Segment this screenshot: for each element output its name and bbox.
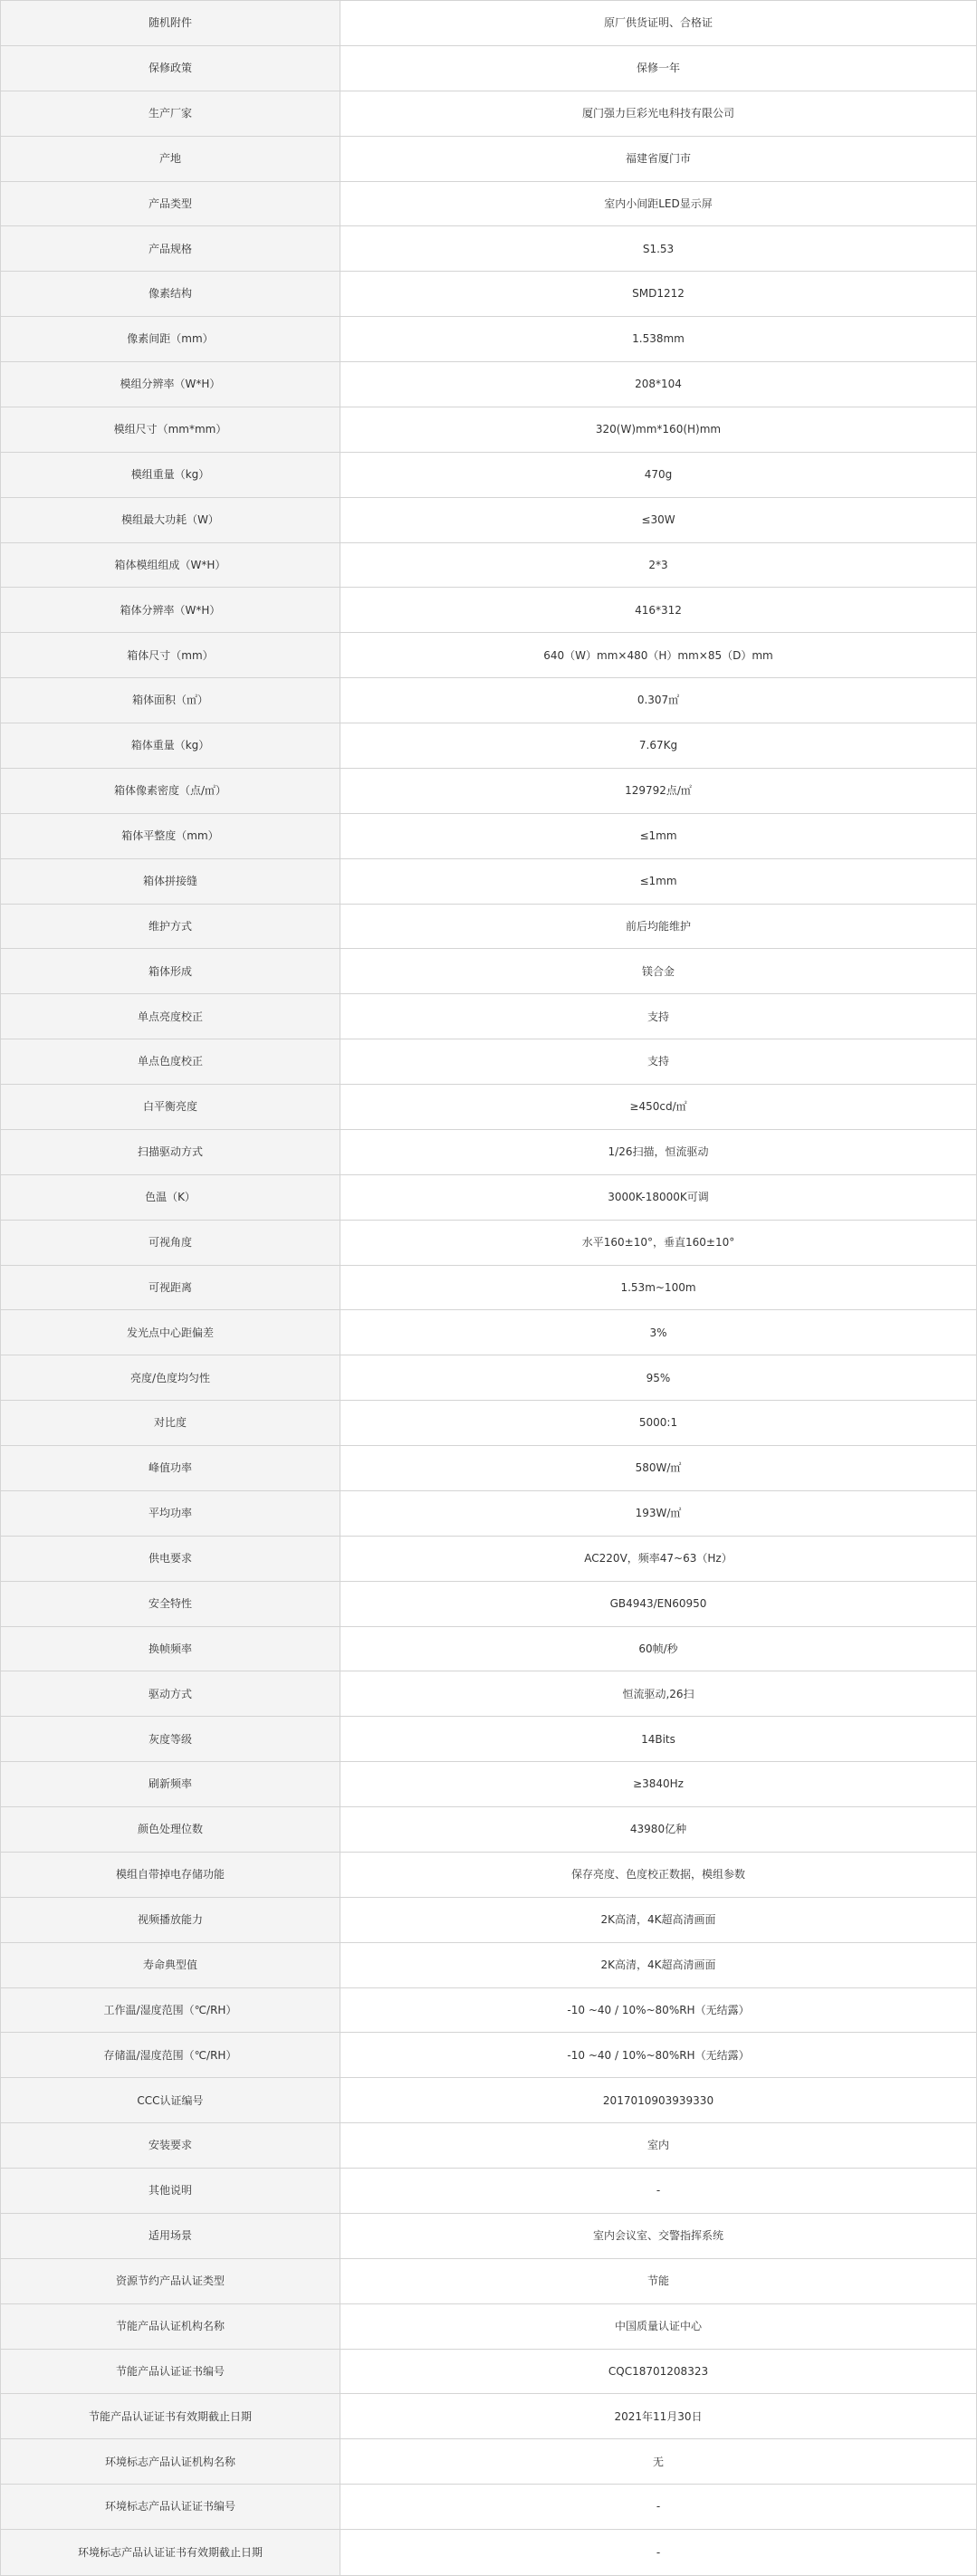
- table-row: [1, 994, 976, 1039]
- table-row: [1, 678, 976, 723]
- spec-label: 产品规格: [1, 226, 340, 271]
- table-row: [1, 1898, 976, 1943]
- table-row: [1, 1807, 976, 1853]
- spec-value: -: [340, 2485, 976, 2529]
- spec-label: 节能产品认证机构名称: [1, 2304, 340, 2349]
- spec-label: 模组分辨率（W*H）: [1, 362, 340, 407]
- spec-label: 环境标志产品认证证书有效期截止日期: [1, 2530, 340, 2575]
- spec-value: ≤1mm: [340, 859, 976, 904]
- table-row: [1, 182, 976, 227]
- spec-label: 工作温/湿度范围（℃/RH）: [1, 1988, 340, 2033]
- table-row: [1, 1627, 976, 1672]
- spec-value: -: [340, 2530, 976, 2575]
- table-row: [1, 1717, 976, 1762]
- spec-label: 产地: [1, 137, 340, 181]
- table-row: [1, 1355, 976, 1401]
- table-row: [1, 2394, 976, 2439]
- spec-label: 环境标志产品认证机构名称: [1, 2439, 340, 2484]
- spec-label: 换帧频率: [1, 1627, 340, 1671]
- spec-value: 水平160±10°，垂直160±10°: [340, 1221, 976, 1265]
- table-row: [1, 2439, 976, 2485]
- spec-value: 室内: [340, 2123, 976, 2168]
- spec-label: 安装要求: [1, 2123, 340, 2168]
- table-row: [1, 588, 976, 633]
- spec-label: 模组尺寸（mm*mm）: [1, 407, 340, 452]
- spec-label: 平均功率: [1, 1491, 340, 1536]
- spec-value: 前后均能维护: [340, 905, 976, 949]
- table-row: [1, 633, 976, 678]
- spec-value: 2K高清，4K超高清画面: [340, 1943, 976, 1987]
- spec-value: 2K高清，4K超高清画面: [340, 1898, 976, 1942]
- table-row: [1, 2304, 976, 2350]
- table-row: [1, 2033, 976, 2078]
- spec-value: 193W/㎡: [340, 1491, 976, 1536]
- table-row: [1, 46, 976, 91]
- spec-label: 发光点中心距偏差: [1, 1310, 340, 1355]
- spec-value: 3%: [340, 1310, 976, 1355]
- spec-label: 生产厂家: [1, 91, 340, 136]
- spec-value: 208*104: [340, 362, 976, 407]
- table-row: [1, 2485, 976, 2530]
- spec-label: 亮度/色度均匀性: [1, 1355, 340, 1400]
- table-row: [1, 2530, 976, 2575]
- spec-value: ≤1mm: [340, 814, 976, 858]
- spec-label: 箱体分辨率（W*H）: [1, 588, 340, 632]
- table-row: [1, 1988, 976, 2034]
- spec-value: 2*3: [340, 543, 976, 588]
- table-row: [1, 1943, 976, 1988]
- spec-value: 1.53m~100m: [340, 1266, 976, 1310]
- spec-value: 室内会议室、交警指挥系统: [340, 2214, 976, 2258]
- spec-value: -10 ~40 / 10%~80%RH（无结露）: [340, 1988, 976, 2033]
- spec-value: 580W/㎡: [340, 1446, 976, 1490]
- spec-label: 颜色处理位数: [1, 1807, 340, 1852]
- spec-value: ≥450cd/㎡: [340, 1085, 976, 1129]
- table-row: [1, 1039, 976, 1085]
- spec-label: 存储温/湿度范围（℃/RH）: [1, 2033, 340, 2077]
- table-row: [1, 1671, 976, 1717]
- table-row: [1, 1401, 976, 1446]
- table-row: [1, 1266, 976, 1311]
- spec-label: 资源节约产品认证类型: [1, 2259, 340, 2303]
- spec-label: 节能产品认证证书有效期截止日期: [1, 2394, 340, 2438]
- table-row: [1, 1582, 976, 1627]
- spec-label: 白平衡亮度: [1, 1085, 340, 1129]
- spec-value: 保修一年: [340, 46, 976, 91]
- spec-label: 适用场景: [1, 2214, 340, 2258]
- spec-value: SMD1212: [340, 272, 976, 316]
- spec-value: ≥3840Hz: [340, 1762, 976, 1806]
- table-row: [1, 543, 976, 589]
- spec-label: 峰值功率: [1, 1446, 340, 1490]
- spec-value: 320(W)mm*160(H)mm: [340, 407, 976, 452]
- spec-label: 箱体模组组成（W*H）: [1, 543, 340, 588]
- table-row: [1, 2123, 976, 2169]
- spec-label: 可视角度: [1, 1221, 340, 1265]
- table-row: [1, 362, 976, 407]
- spec-label: 模组自带掉电存储功能: [1, 1853, 340, 1897]
- spec-label: 单点色度校正: [1, 1039, 340, 1084]
- spec-value: AC220V，频率47~63（Hz）: [340, 1537, 976, 1581]
- table-row: [1, 317, 976, 362]
- table-row: [1, 1221, 976, 1266]
- spec-value: ≤30W: [340, 498, 976, 542]
- spec-label: CCC认证编号: [1, 2078, 340, 2122]
- table-row: [1, 1130, 976, 1175]
- spec-label: 扫描驱动方式: [1, 1130, 340, 1174]
- spec-label: 安全特性: [1, 1582, 340, 1626]
- spec-value: 原厂供货证明、合格证: [340, 1, 976, 45]
- spec-label: 箱体面积（㎡）: [1, 678, 340, 723]
- table-row: [1, 226, 976, 272]
- spec-value: 7.67Kg: [340, 723, 976, 768]
- spec-label: 箱体平整度（mm）: [1, 814, 340, 858]
- spec-label: 箱体形成: [1, 949, 340, 993]
- spec-label: 环境标志产品认证证书编号: [1, 2485, 340, 2529]
- spec-label: 供电要求: [1, 1537, 340, 1581]
- table-row: [1, 2214, 976, 2259]
- table-row: [1, 1446, 976, 1491]
- table-row: [1, 1175, 976, 1221]
- table-row: [1, 453, 976, 498]
- spec-label: 模组重量（kg）: [1, 453, 340, 497]
- spec-value: 3000K-18000K可调: [340, 1175, 976, 1220]
- spec-value: 无: [340, 2439, 976, 2484]
- spec-value: 2017010903939330: [340, 2078, 976, 2122]
- table-row: [1, 1853, 976, 1898]
- spec-label: 视频播放能力: [1, 1898, 340, 1942]
- spec-label: 模组最大功耗（W）: [1, 498, 340, 542]
- table-row: [1, 137, 976, 182]
- table-row: [1, 2259, 976, 2304]
- spec-value: 640（W）mm×480（H）mm×85（D）mm: [340, 633, 976, 677]
- spec-label: 箱体像素密度（点/㎡）: [1, 769, 340, 813]
- spec-value: 1/26扫描，恒流驱动: [340, 1130, 976, 1174]
- table-row: [1, 1537, 976, 1582]
- spec-value: 0.307㎡: [340, 678, 976, 723]
- table-row: [1, 905, 976, 950]
- spec-label: 箱体尺寸（mm）: [1, 633, 340, 677]
- spec-value: 室内小间距LED显示屏: [340, 182, 976, 226]
- table-row: [1, 949, 976, 994]
- table-row: [1, 2169, 976, 2214]
- spec-value: 60帧/秒: [340, 1627, 976, 1671]
- spec-label: 随机附件: [1, 1, 340, 45]
- spec-label: 灰度等级: [1, 1717, 340, 1761]
- spec-label: 节能产品认证证书编号: [1, 2350, 340, 2394]
- table-row: [1, 814, 976, 859]
- spec-value: 支持: [340, 1039, 976, 1084]
- spec-value: 2021年11月30日: [340, 2394, 976, 2438]
- table-row: [1, 1491, 976, 1537]
- spec-value: 厦门强力巨彩光电科技有限公司: [340, 91, 976, 136]
- spec-value: 470g: [340, 453, 976, 497]
- spec-value: 14Bits: [340, 1717, 976, 1761]
- spec-value: 5000:1: [340, 1401, 976, 1445]
- spec-label: 刷新频率: [1, 1762, 340, 1806]
- table-row: [1, 407, 976, 453]
- spec-label: 箱体拼接缝: [1, 859, 340, 904]
- spec-label: 寿命典型值: [1, 1943, 340, 1987]
- spec-value: 129792点/㎡: [340, 769, 976, 813]
- table-row: [1, 2078, 976, 2123]
- spec-value: S1.53: [340, 226, 976, 271]
- table-row: [1, 1085, 976, 1130]
- table-row: [1, 272, 976, 317]
- spec-label: 驱动方式: [1, 1671, 340, 1716]
- spec-value: 中国质量认证中心: [340, 2304, 976, 2349]
- table-row: [1, 769, 976, 814]
- spec-label: 单点亮度校正: [1, 994, 340, 1039]
- spec-value: CQC18701208323: [340, 2350, 976, 2394]
- spec-value: -: [340, 2169, 976, 2213]
- table-row: [1, 723, 976, 769]
- spec-label: 保修政策: [1, 46, 340, 91]
- spec-label: 箱体重量（kg）: [1, 723, 340, 768]
- table-row: [1, 1310, 976, 1355]
- spec-label: 像素间距（mm）: [1, 317, 340, 361]
- spec-value: 95%: [340, 1355, 976, 1400]
- spec-value: 支持: [340, 994, 976, 1039]
- spec-value: 节能: [340, 2259, 976, 2303]
- table-row: [1, 498, 976, 543]
- table-row: [1, 91, 976, 137]
- table-row: [1, 859, 976, 905]
- spec-label: 其他说明: [1, 2169, 340, 2213]
- spec-label: 色温（K）: [1, 1175, 340, 1220]
- spec-value: 恒流驱动,26扫: [340, 1671, 976, 1716]
- spec-value: 43980亿种: [340, 1807, 976, 1852]
- spec-value: 416*312: [340, 588, 976, 632]
- table-row: [1, 1762, 976, 1807]
- spec-value: 保存亮度、色度校正数据，模组参数: [340, 1853, 976, 1897]
- spec-value: GB4943/EN60950: [340, 1582, 976, 1626]
- spec-value: 1.538mm: [340, 317, 976, 361]
- spec-value: 镁合金: [340, 949, 976, 993]
- spec-label: 像素结构: [1, 272, 340, 316]
- spec-label: 对比度: [1, 1401, 340, 1445]
- table-row: [1, 2350, 976, 2395]
- spec-label: 维护方式: [1, 905, 340, 949]
- spec-label: 可视距离: [1, 1266, 340, 1310]
- table-row: [1, 1, 976, 46]
- spec-value: 福建省厦门市: [340, 137, 976, 181]
- spec-label: 产品类型: [1, 182, 340, 226]
- spec-value: -10 ~40 / 10%~80%RH（无结露）: [340, 2033, 976, 2077]
